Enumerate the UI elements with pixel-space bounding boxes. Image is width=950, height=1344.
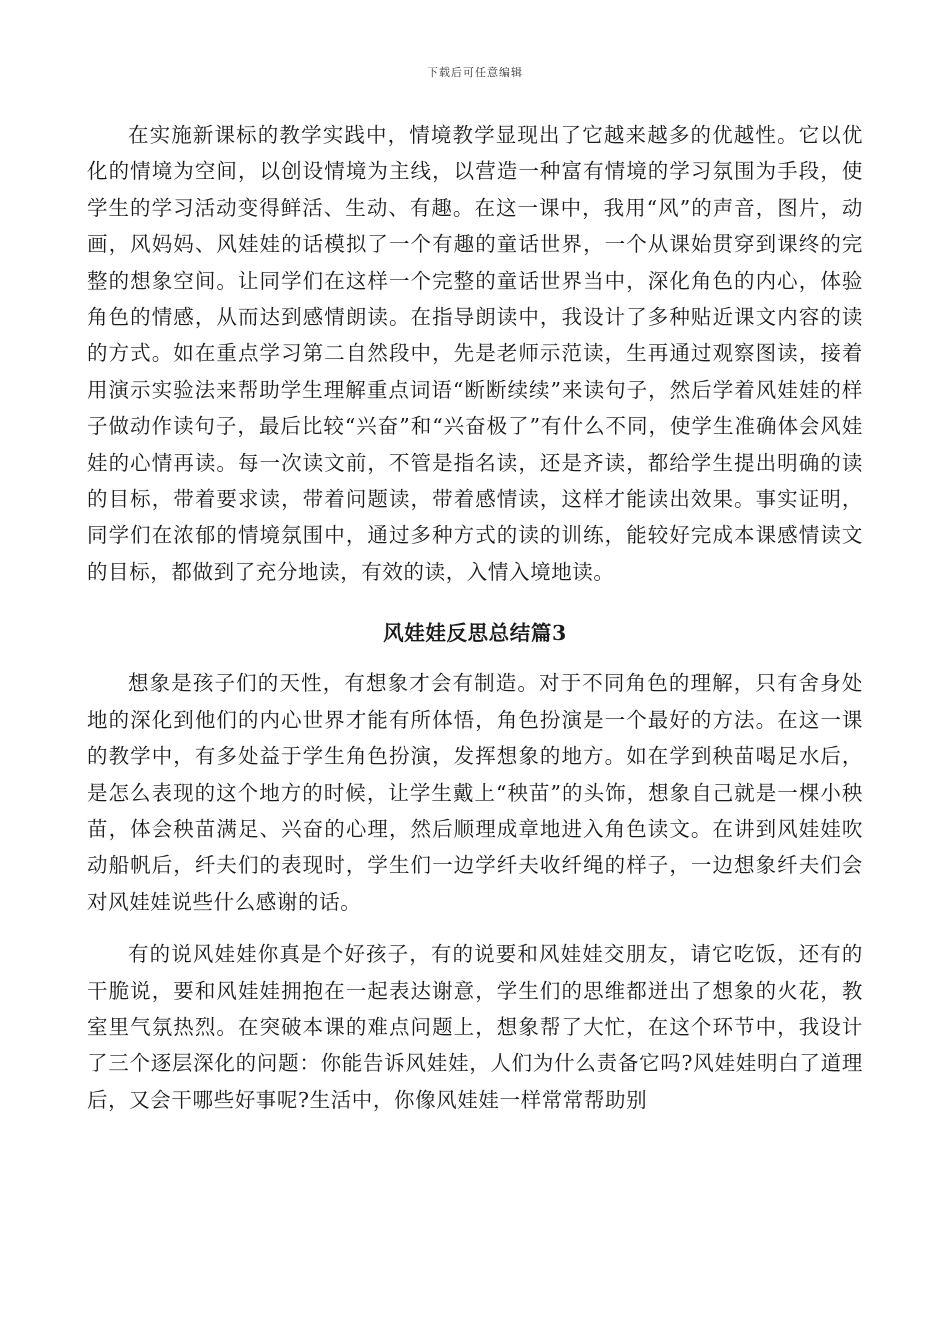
- paragraph-2: 想象是孩子们的天性，有想象才会有制造。对于不同角色的理解，只有舍身处地的深化到他们的内心世界才能有所体悟，角色扮演是一个最好的方法。在这一课的教学中，有多处益于学生角色扮演，发挥想象的地方。如在学到秧苗喝足水后，是怎么表现的这个地方的时候，让学生戴上“秧苗”的头饰，想象自己就是一棵小秧苗，体会秧苗满足、兴奋的心理，然后顺理成章地进入角色读文。在讲到风娃娃吹动船帆后，纤夫们的表现时，学生们一边学纤夫收纤绳的样子，一边想象纤夫们会对风娃娃说些什么感谢的话。: [87, 671, 863, 914]
- section-title: 风娃娃反思总结篇3: [383, 621, 567, 646]
- page-header-note: 下载后可任意编辑: [427, 66, 523, 79]
- spacer: [87, 920, 863, 936]
- document-body: [87, 117, 863, 1118]
- paragraph-1: 在实施新课标的教学实践中，情境教学显现出了它越来越多的优越性。它以优化的情境为空间，以创设情境为主线，以营造一种富有情境的学习氛围为手段，使学生的学习活动变得鲜活、生动、有趣。在这一课中，我用“风”的声音，图片，动画，风妈妈、风娃娃的话模拟了一个有趣的童话世界，一个从课始贯穿到课终的完整的想象空间。让同学们在这样一个完整的童话世界当中，深化角色的内心，体验角色的情感，从而达到感情朗读。在指导朗读中，我设计了多种贴近课文内容的读的方式。如在重点学习第二自然段中，先是老师示范读，生再通过观察图读，接着用演示实验法来帮助学生理解重点词语“断断续续”来读句子，然后学着风娃娃的样子做动作读句子，最后比较“兴奋”和“兴奋极了”有什么不同，使学生准确体会风娃娃的心情再读。每一次读文前，不管是指名读，还是齐读，都给学生提出明确的读的目标，带着要求读，带着问题读，带着感情读，这样才能读出效果。事实证明，同学们在浓郁的情境氛围中，通过多种方式的读的训练，能较好完成本课感情读文的目标，都做到了充分地读，有效的读，入情入境地读。: [87, 123, 863, 584]
- spacer: [87, 651, 863, 665]
- paragraph-3: 有的说风娃娃你真是个好孩子，有的说要和风娃娃交朋友，请它吃饭，还有的干脆说，要和风娃娃拥抱在一起表达谢意，学生们的思维都迸出了想象的火花，教室里气氛热烈。在突破本课的难点问题上，想象帮了大忙，在这个环节中，我设计了三个逐层深化的问题：你能告诉风娃娃，人们为什么责备它吗?风娃娃明白了道理后，又会干哪些好事呢?生活中，你像风娃娃一样常常帮助别: [87, 942, 863, 1112]
- spacer: [87, 590, 863, 615]
